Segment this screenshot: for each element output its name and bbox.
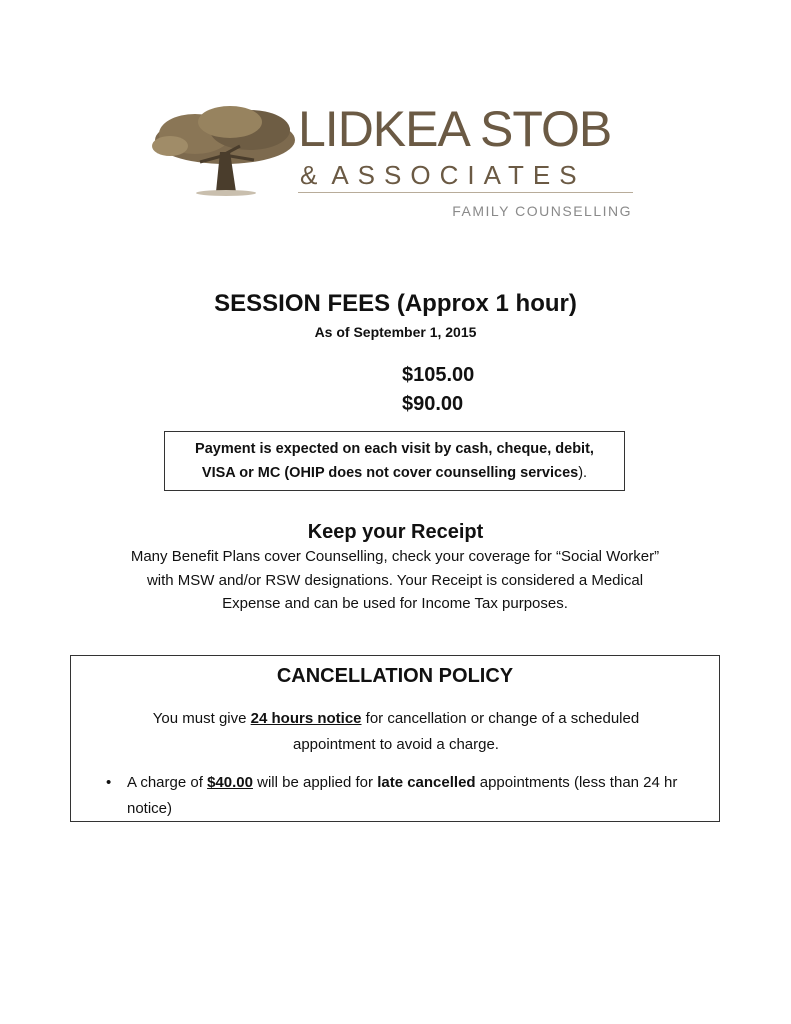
logo-subname <box>300 162 586 188</box>
cancellation-policy-box <box>70 655 720 822</box>
notice-period: 24 hours notice <box>250 710 362 727</box>
payment-notice-box <box>164 431 625 491</box>
cancellation-text: appointment to avoid a charge. <box>293 736 499 753</box>
late-fee-amount: $40.00 <box>207 774 253 791</box>
receipt-heading: Keep your Receipt <box>307 521 484 543</box>
fee-amount: $90.00 <box>402 393 464 415</box>
logo-name: LIDKEA STOB <box>298 101 612 157</box>
cancellation-heading: CANCELLATION POLICY <box>276 665 514 687</box>
receipt-line: Expense and can be used for Income Tax purposes. <box>222 595 568 612</box>
bullet-text-part: A charge of <box>127 774 208 791</box>
fee-amount: $105.00 <box>402 364 475 386</box>
logo-divider <box>298 192 633 193</box>
logo-tagline: FAMILY COUNSELLING <box>452 203 632 219</box>
payment-line-end: ). <box>578 465 588 481</box>
tree-icon <box>150 100 300 200</box>
logo-associates: ASSOCIATES <box>331 160 586 190</box>
receipt-line: Many Benefit Plans cover Counselling, check your coverage for “Social Worker” <box>130 548 660 565</box>
bullet-text <box>127 770 687 822</box>
receipt-line: with MSW and/or RSW designations. Your Receipt is considered a Medical <box>146 571 644 589</box>
cancellation-paragraph <box>111 706 681 758</box>
payment-line: Payment is expected on each visit by cash, cheque, debit, <box>195 441 594 457</box>
payment-line-text: VISA or MC (OHIP does not cover counselling services <box>201 465 579 481</box>
company-logo <box>150 100 640 225</box>
effective-date: As of September 1, 2015 <box>314 324 477 340</box>
receipt-paragraph <box>95 545 695 616</box>
bullet-icon: • <box>106 774 112 791</box>
bullet-text-part: appointments (less than 24 hr notice) <box>127 774 678 817</box>
late-cancelled-term: late cancelled <box>377 774 476 791</box>
cancellation-text: You must give <box>152 710 251 727</box>
payment-line <box>165 461 624 485</box>
logo-ampersand: & <box>300 160 332 190</box>
bullet-text-part: will be applied for <box>252 774 378 791</box>
page-title: SESSION FEES (Approx 1 hour) <box>214 290 577 317</box>
cancellation-text: for cancellation or change of a scheduled <box>361 710 640 727</box>
